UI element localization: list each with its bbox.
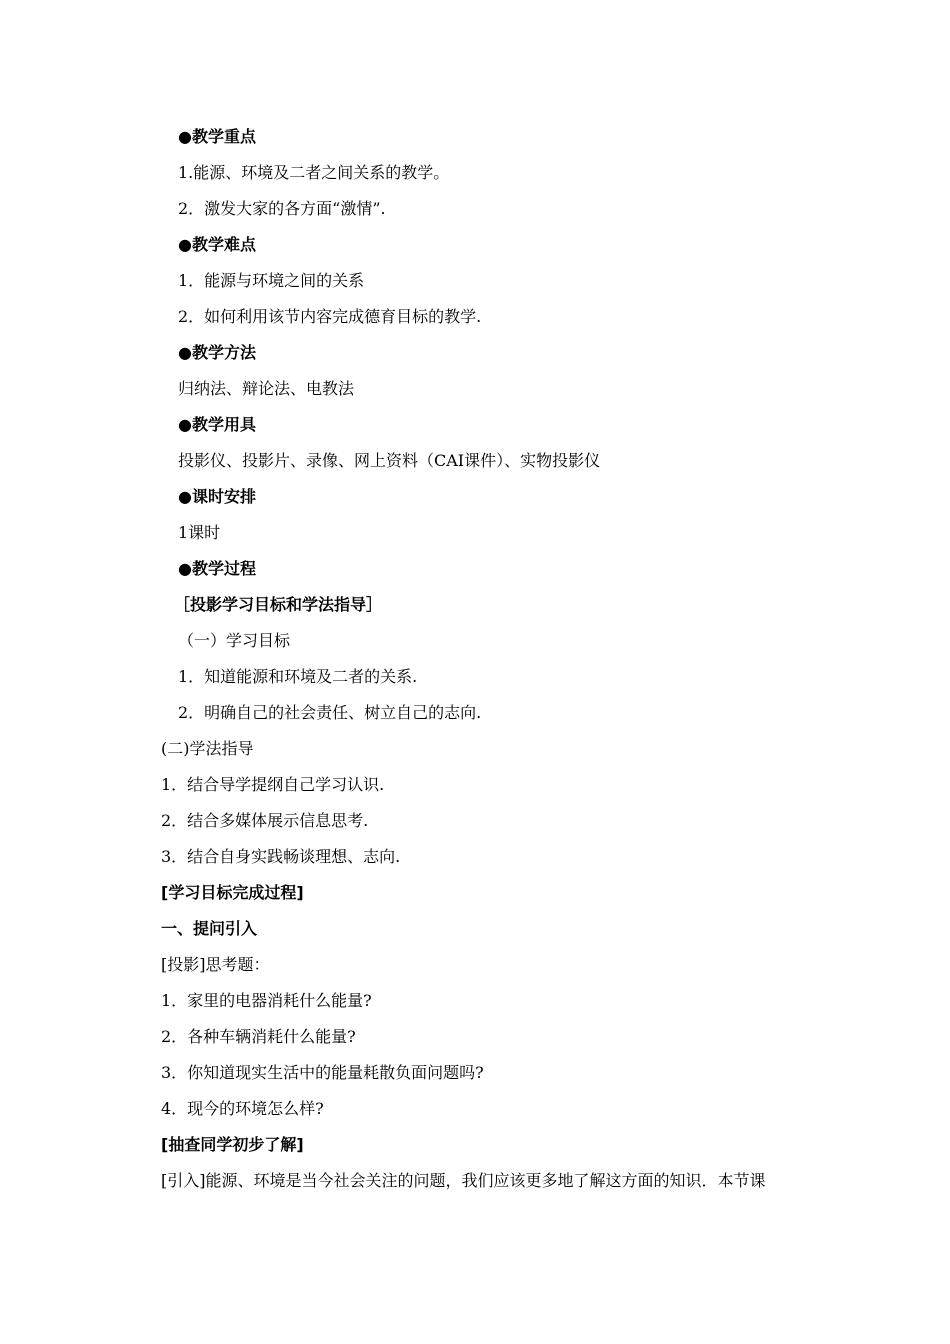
schedule-text: 1课时 (178, 523, 221, 542)
methods-guide-subheading: (二)学法指导 (161, 739, 254, 758)
intro-heading: 一、提问引入 (161, 919, 258, 938)
key-points-heading: ●教学重点 (178, 127, 256, 146)
methods-heading: ●教学方法 (178, 343, 256, 362)
difficulties-heading: ●教学难点 (178, 235, 256, 254)
question-item: 2．各种车辆消耗什么能量? (161, 1027, 356, 1046)
completion-heading: [学习目标完成过程] (161, 883, 304, 902)
key-point-item: 2．激发大家的各方面“激情”. (178, 199, 386, 218)
goal-item: 1．知道能源和环境及二者的关系. (178, 667, 418, 686)
question-item: 4．现今的环境怎么样? (161, 1099, 324, 1118)
difficulty-item: 2．如何利用该节内容完成德育目标的教学. (178, 307, 482, 326)
projection-guide-heading: ［投影学习目标和学法指导］ (174, 595, 383, 614)
difficulty-item: 1．能源与环境之间的关系 (178, 271, 365, 290)
key-point-item: 1.能源、环境及二者之间关系的教学。 (178, 163, 450, 182)
tools-text: 投影仪、投影片、录像、网上资料（CAI课件）、实物投影仪 (178, 451, 601, 470)
tools-heading: ●教学用具 (178, 415, 256, 434)
question-item: 1．家里的电器消耗什么能量? (161, 991, 372, 1010)
intro-paragraph: [引入]能源、环境是当今社会关注的问题，我们应该更多地了解这方面的知识．本节课 (161, 1171, 766, 1190)
methods-guide-item: 3．结合自身实践畅谈理想、志向. (161, 847, 401, 866)
process-heading: ●教学过程 (178, 559, 256, 578)
goal-item: 2．明确自己的社会责任、树立自己的志向. (178, 703, 482, 722)
goals-subheading: （一）学习目标 (178, 631, 291, 650)
methods-guide-item: 2．结合多媒体展示信息思考. (161, 811, 369, 830)
check-heading: [抽查同学初步了解] (161, 1135, 304, 1154)
methods-text: 归纳法、辩论法、电教法 (178, 379, 355, 398)
methods-guide-item: 1．结合导学提纲自己学习认识. (161, 775, 385, 794)
schedule-heading: ●课时安排 (178, 487, 256, 506)
projection-questions-label: [投影]思考题： (161, 955, 270, 974)
question-item: 3．你知道现实生活中的能量耗散负面问题吗? (161, 1063, 484, 1082)
